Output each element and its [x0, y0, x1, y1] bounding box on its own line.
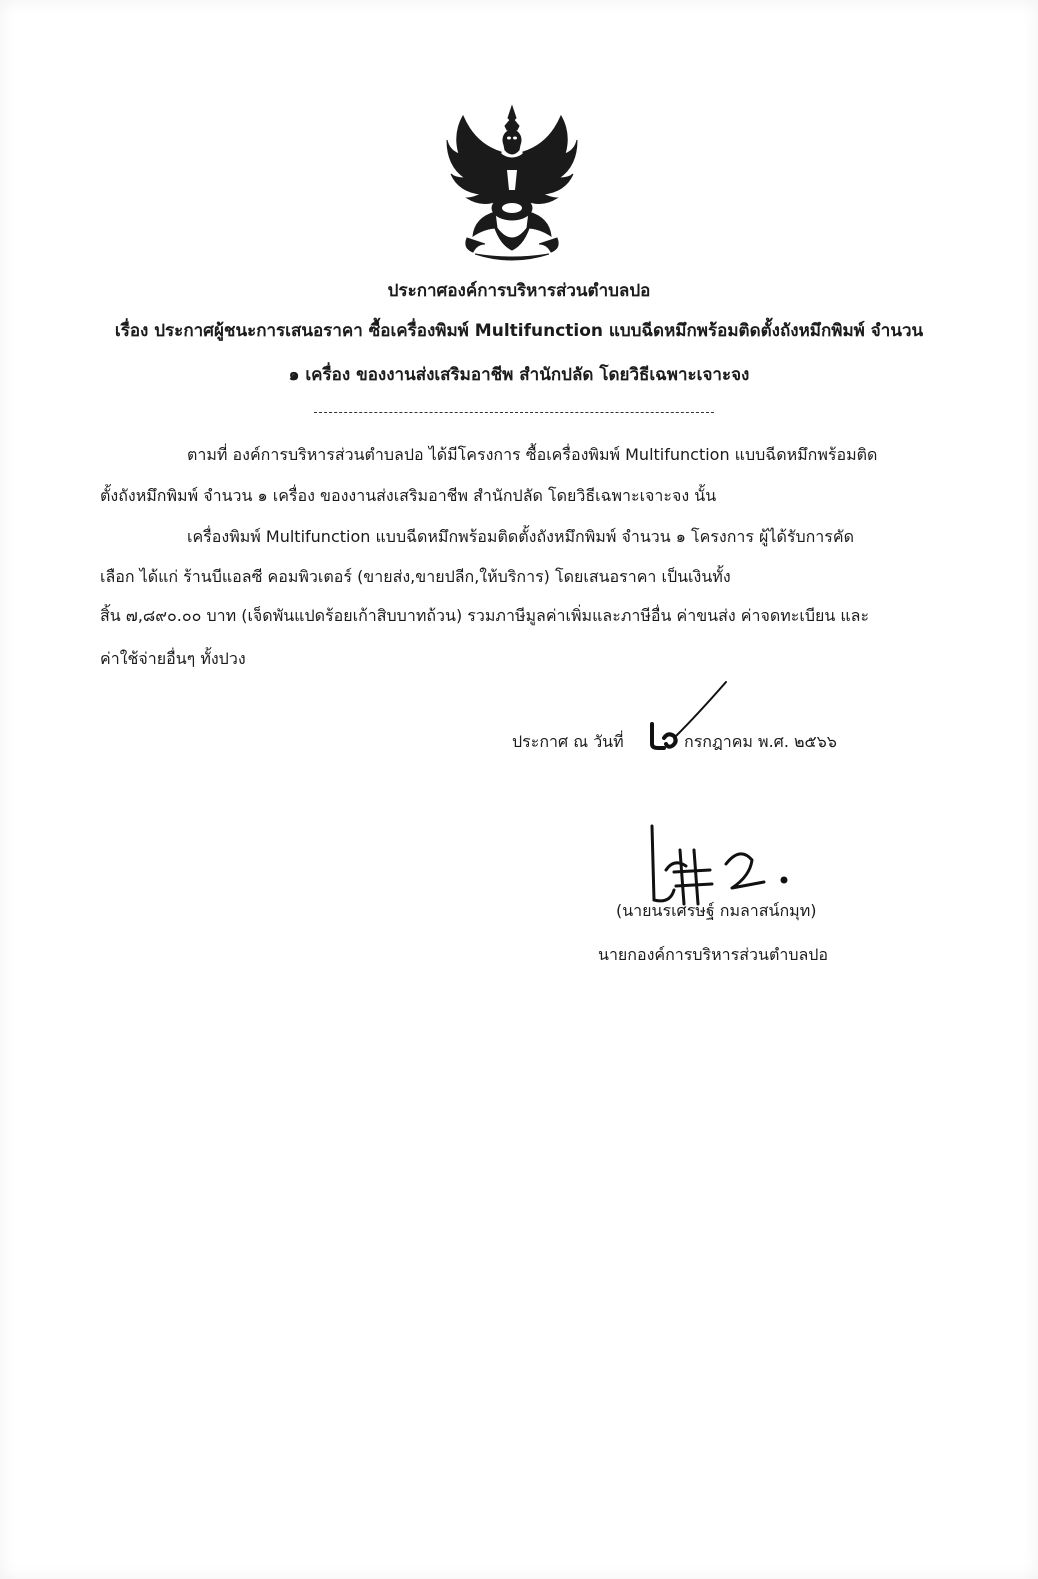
garuda-emblem-icon: [445, 104, 580, 264]
body-paragraph-2-line-4: ค่าใช้จ่ายอื่นๆ ทั้งปวง: [100, 649, 246, 668]
signatory-name: (นายนรเศรษฐ์ กมลาสน์กมุท): [616, 901, 817, 920]
handwritten-signature-icon: [640, 820, 830, 910]
date-prefix: ประกาศ ณ วันที่: [512, 732, 624, 751]
body-paragraph-1-line-1: ตามที่ องค์การบริหารส่วนตำบลปอ ได้มีโครงการ ซื้อเครื่องพิมพ์ Multifunction แบบฉีดหมึกพร้อมติด: [187, 445, 878, 464]
body-paragraph-2-line-3: สิ้น ๗,๘๙๐.๐๐ บาท (เจ็ดพันแปดร้อยเก้าสิบบาทถ้วน) รวมภาษีมูลค่าเพิ่มและภาษีอื่น ค่าขนส่ง ค่าจดทะเบียน และ: [100, 606, 870, 625]
subject-line-1: เรื่อง ประกาศผู้ชนะการเสนอราคา ซื้อเครื่องพิมพ์ Multifunction แบบฉีดหมึกพร้อมติดตั้งถังหมึกพิมพ์ จำนวน: [114, 321, 924, 341]
subject-line-2: ๑ เครื่อง ของงานส่งเสริมอาชีพ สำนักปลัด โดยวิธีเฉพาะเจาะจง: [288, 365, 750, 385]
body-paragraph-1-line-2: ตั้งถังหมึกพิมพ์ จำนวน ๑ เครื่อง ของงานส่งเสริมอาชีพ สำนักปลัด โดยวิธีเฉพาะเจาะจง นั้น: [100, 486, 717, 505]
body-paragraph-2-line-2: เลือก ได้แก่ ร้านบีแอลซี คอมพิวเตอร์ (ขายส่ง,ขายปลีก,ให้บริการ) โดยเสนอราคา เป็นเงินทั้ง: [100, 567, 731, 586]
body-paragraph-2-line-1: เครื่องพิมพ์ Multifunction แบบฉีดหมึกพร้อมติดตั้งถังหมึกพิมพ์ จำนวน ๑ โครงการ ผู้ได้รับการคัด: [187, 527, 854, 546]
announcement-title: ประกาศองค์การบริหารส่วนตำบลปอ: [387, 281, 651, 301]
date-month-year: กรกฎาคม พ.ศ. ๒๕๖๖: [684, 732, 837, 751]
signatory-position: นายกองค์การบริหารส่วนตำบลปอ: [598, 945, 829, 964]
divider: [314, 412, 714, 413]
